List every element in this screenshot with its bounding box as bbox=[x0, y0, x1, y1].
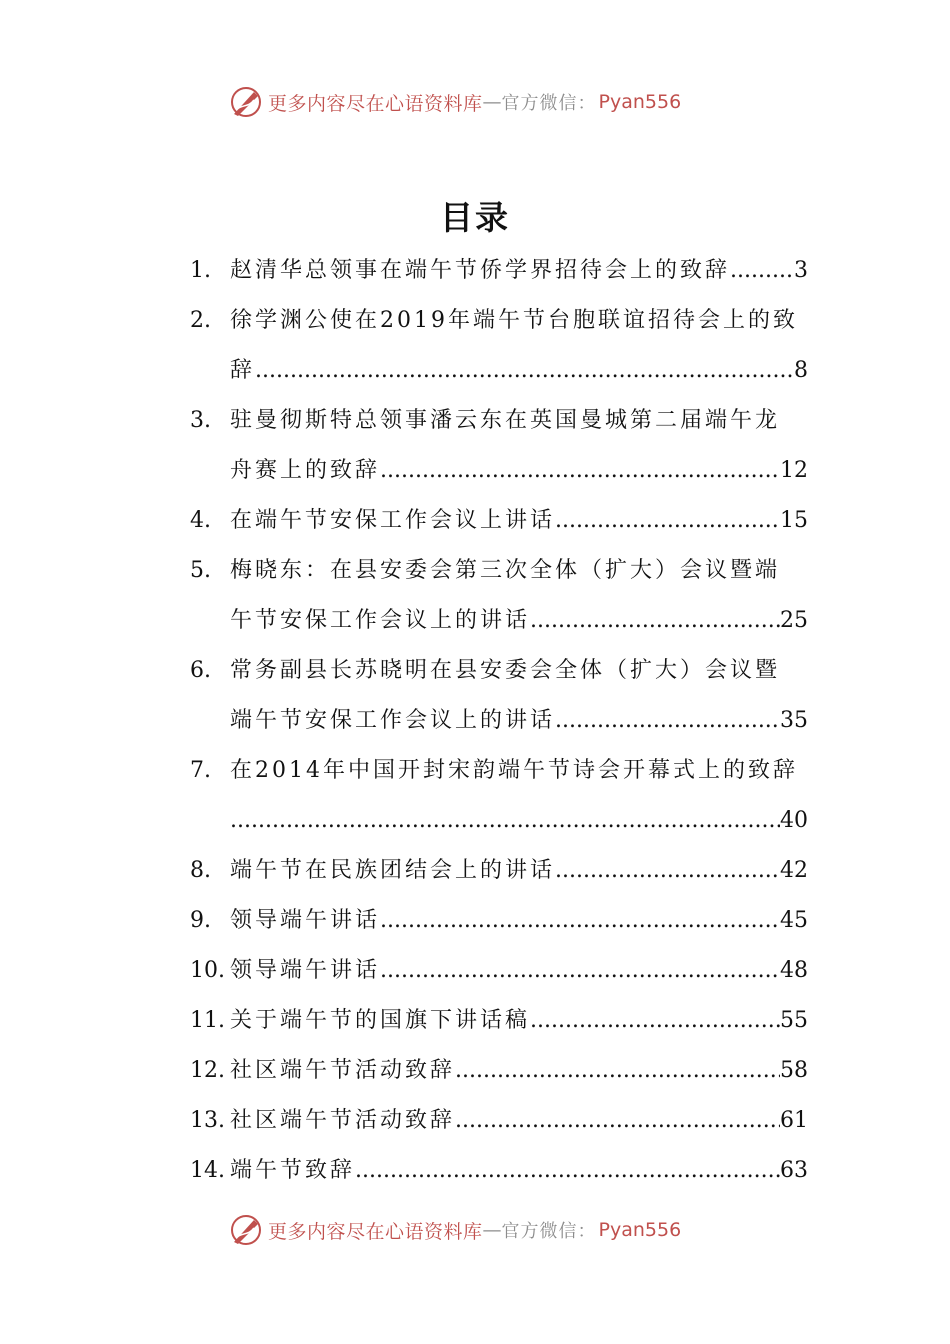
toc-dot-leader bbox=[530, 596, 780, 646]
toc-page-number: 35 bbox=[780, 708, 808, 733]
toc-dot-leader bbox=[255, 346, 794, 396]
toc-page-number: 25 bbox=[780, 608, 808, 633]
toc-entry[interactable] bbox=[190, 496, 808, 546]
header-watermark-banner bbox=[228, 82, 748, 122]
toc-page-number: 48 bbox=[780, 958, 808, 983]
toc-entry[interactable] bbox=[190, 296, 808, 396]
toc-dot-leader bbox=[730, 246, 794, 296]
toc-entry-number: 7. bbox=[190, 758, 211, 783]
toc-entry-number: 13. bbox=[190, 1108, 225, 1133]
toc-page-number: 63 bbox=[780, 1158, 808, 1183]
toc-entry[interactable] bbox=[190, 1096, 808, 1146]
toc-entry-title: 赵清华总领事在端午节侨学界招待会上的致辞 bbox=[230, 258, 731, 283]
toc-page-number: 40 bbox=[780, 808, 808, 833]
toc-entry-number: 6. bbox=[190, 658, 211, 683]
table-of-contents bbox=[190, 246, 808, 1196]
banner-label: 官方微信： bbox=[501, 1221, 597, 1242]
toc-entry-title: 驻曼彻斯特总领事潘云东在英国曼城第二届端午龙 bbox=[230, 408, 781, 433]
toc-entry[interactable] bbox=[190, 246, 808, 296]
banner-wechat-id: Pyan556 bbox=[598, 1219, 682, 1241]
toc-entry-title: 舟赛上的致辞 bbox=[230, 458, 381, 483]
banner-label: 官方微信： bbox=[501, 93, 597, 114]
banner-wechat-id: Pyan556 bbox=[598, 91, 682, 113]
toc-entry-title: 关于端午节的国旗下讲话稿 bbox=[230, 1008, 531, 1033]
toc-entry[interactable] bbox=[190, 996, 808, 1046]
toc-page-number: 15 bbox=[780, 508, 808, 533]
toc-page-number: 12 bbox=[780, 458, 808, 483]
toc-entry-title: 社区端午节活动致辞 bbox=[230, 1108, 456, 1133]
toc-dot-leader bbox=[380, 446, 780, 496]
toc-entry-title: 领导端午讲话 bbox=[230, 958, 381, 983]
toc-dot-leader bbox=[555, 496, 780, 546]
toc-title: 目录 bbox=[440, 198, 510, 237]
toc-page-number: 55 bbox=[780, 1008, 808, 1033]
toc-entry-number: 5. bbox=[190, 558, 211, 583]
toc-page-number: 3 bbox=[794, 258, 808, 283]
toc-entry-number: 9. bbox=[190, 908, 211, 933]
toc-entry[interactable] bbox=[190, 1146, 808, 1196]
toc-entry-title: 在2014年中国开封宋韵端午节诗会开幕式上的致辞 bbox=[230, 758, 798, 783]
banner-main-text: 更多内容尽在心语资料库 bbox=[268, 92, 483, 115]
toc-entry-title: 辞 bbox=[230, 358, 256, 383]
footer-watermark-banner bbox=[228, 1210, 748, 1250]
toc-entry-title: 端午节致辞 bbox=[230, 1158, 356, 1183]
banner-dash: — bbox=[482, 1219, 502, 1241]
toc-entry[interactable] bbox=[190, 396, 808, 496]
toc-entry[interactable] bbox=[190, 746, 808, 846]
toc-entry-number: 1. bbox=[190, 258, 211, 283]
toc-dot-leader bbox=[380, 896, 780, 946]
toc-entry-title: 在端午节安保工作会议上讲话 bbox=[230, 508, 556, 533]
toc-entry-title: 端午节在民族团结会上的讲话 bbox=[230, 858, 556, 883]
toc-dot-leader bbox=[455, 1046, 780, 1096]
toc-dot-leader bbox=[455, 1096, 780, 1146]
toc-entry[interactable] bbox=[190, 546, 808, 646]
toc-dot-leader bbox=[530, 996, 780, 1046]
toc-page-number: 45 bbox=[780, 908, 808, 933]
toc-dot-leader bbox=[380, 946, 780, 996]
toc-dot-leader bbox=[355, 1146, 780, 1196]
banner-dash: — bbox=[482, 91, 502, 113]
toc-entry[interactable] bbox=[190, 646, 808, 746]
toc-entry-title: 领导端午讲话 bbox=[230, 908, 381, 933]
toc-page-number: 58 bbox=[780, 1058, 808, 1083]
toc-entry-number: 11. bbox=[190, 1008, 225, 1033]
toc-entry-number: 12. bbox=[190, 1058, 225, 1083]
toc-page-number: 8 bbox=[794, 358, 808, 383]
toc-entry-title: 常务副县长苏晓明在县安委会全体（扩大）会议暨 bbox=[230, 658, 781, 683]
toc-entry-number: 4. bbox=[190, 508, 211, 533]
quill-pen-icon bbox=[228, 84, 264, 120]
toc-entry-title: 社区端午节活动致辞 bbox=[230, 1058, 456, 1083]
toc-entry-number: 14. bbox=[190, 1158, 225, 1183]
toc-entry-title: 梅晓东：在县安委会第三次全体（扩大）会议暨端 bbox=[230, 558, 781, 583]
toc-dot-leader bbox=[555, 846, 780, 896]
toc-dot-leader bbox=[230, 796, 780, 846]
toc-entry-number: 10. bbox=[190, 958, 225, 983]
banner-main-text: 更多内容尽在心语资料库 bbox=[268, 1220, 483, 1243]
toc-entry-title: 徐学渊公使在2019年端午节台胞联谊招待会上的致 bbox=[230, 308, 798, 333]
toc-entry-title: 端午节安保工作会议上的讲话 bbox=[230, 708, 556, 733]
toc-entry-title: 午节安保工作会议上的讲话 bbox=[230, 608, 531, 633]
toc-dot-leader bbox=[555, 696, 780, 746]
toc-entry[interactable] bbox=[190, 1046, 808, 1096]
quill-pen-icon bbox=[228, 1212, 264, 1248]
toc-entry-number: 8. bbox=[190, 858, 211, 883]
toc-entry[interactable] bbox=[190, 896, 808, 946]
toc-page-number: 42 bbox=[780, 858, 808, 883]
toc-entry-number: 2. bbox=[190, 308, 211, 333]
toc-entry[interactable] bbox=[190, 846, 808, 896]
toc-page-number: 61 bbox=[780, 1108, 808, 1133]
toc-entry-number: 3. bbox=[190, 408, 211, 433]
toc-entry[interactable] bbox=[190, 946, 808, 996]
